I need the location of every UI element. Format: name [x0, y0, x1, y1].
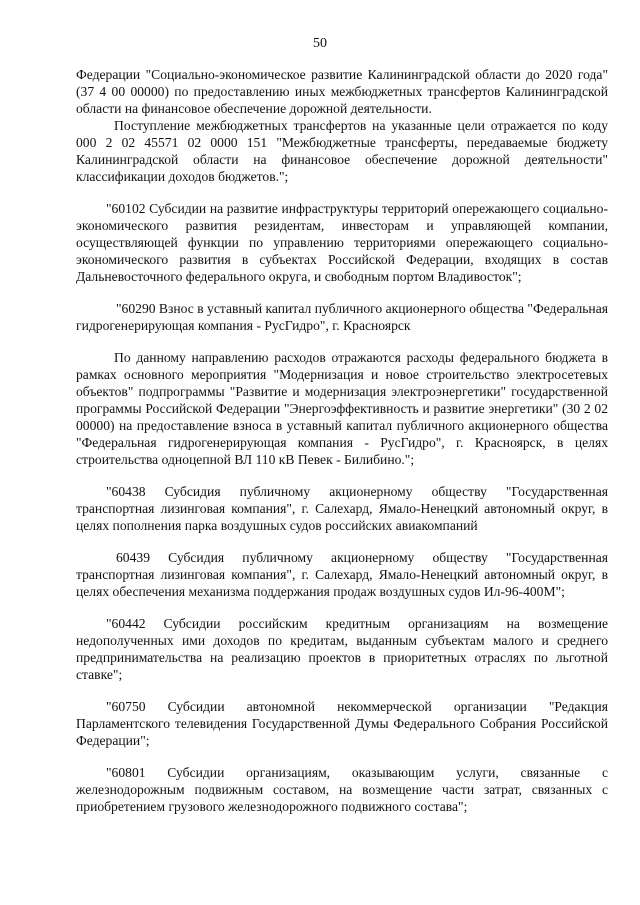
paragraph-5: По данному направлению расходов отражаются расходы федерального бюджета в рамках основного мероприятия "Модернизация и новое строительство электросетевых объектов" подпрограммы "Развитие и модернизация электроэнергетики" государственной программы Российской Федерации "Энергоэффективность и развитие энергетики" (30 2 02 00000) на предоставление взноса в уставный капитал публичного акционерного общества "Федеральная гидрогенерирующая компания - РусГидро", г. Красноярск, в целях строительства одноцепной ВЛ 110 кВ Певек - Билибино.";: [76, 350, 608, 467]
paragraph-3: "60102 Субсидии на развитие инфраструктуры территорий опережающего социально-экономического развития резидентам, инвесторам и управляющей компании, осуществляющей функции по управлению территориями опережающего социально-экономического развития в субъектах Российской Федерации, входящих в состав Дальневосточного федерального округа, и свободным портом Владивосток";: [76, 201, 608, 284]
paragraph-2: Поступление межбюджетных трансфертов на указанные цели отражается по коду 000 2 02 45571 02 0000 151 "Межбюджетные трансферты, передаваемые бюджету Калининградской области на финансовое обеспечение дорожной деятельности" классификации доходов бюджетов.";: [76, 118, 608, 184]
paragraph-8: "60442 Субсидии российским кредитным организациям на возмещение недополученных ими доходов по кредитам, выданным субъектам малого и среднего предпринимательства на реализацию проектов в приоритетных отраслях по льготной ставке";: [76, 616, 608, 682]
paragraph-1: Федерации "Социально-экономическое развитие Калининградской области до 2020 года" (37 4 00 00000) по предоставлению иных межбюджетных трансфертов Калининградской области на финансовое обеспечение дорожной деятельности.: [76, 67, 608, 116]
paragraph-7: 60439 Субсидия публичному акционерному обществу "Государственная транспортная лизинговая компания", г. Салехард, Ямало-Ненецкий автономный округ, в целях обеспечения механизма поддержания продаж воздушных судов Ил-96-400М";: [76, 550, 608, 599]
document-body: [76, 66, 608, 815]
paragraph-9: "60750 Субсидии автономной некоммерческой организации "Редакция Парламентского телевидения Государственной Думы Федерального Собрания Российской Федерации";: [76, 699, 608, 748]
page-number: 50: [313, 36, 327, 51]
paragraph-4: "60290 Взнос в уставный капитал публичного акционерного общества "Федеральная гидрогенерирующая компания - РусГидро", г. Красноярск: [76, 301, 608, 333]
paragraph-10: "60801 Субсидии организациям, оказывающим услуги, связанные с железнодорожным подвижным составом, на возмещение части затрат, связанных с приобретением грузового железнодорожного подвижного состава";: [76, 765, 608, 814]
paragraph-6: "60438 Субсидия публичному акционерному обществу "Государственная транспортная лизинговая компания", г. Салехард, Ямало-Ненецкий автономный округ, в целях пополнения парка воздушных судов российских авиакомпаний: [76, 484, 608, 533]
